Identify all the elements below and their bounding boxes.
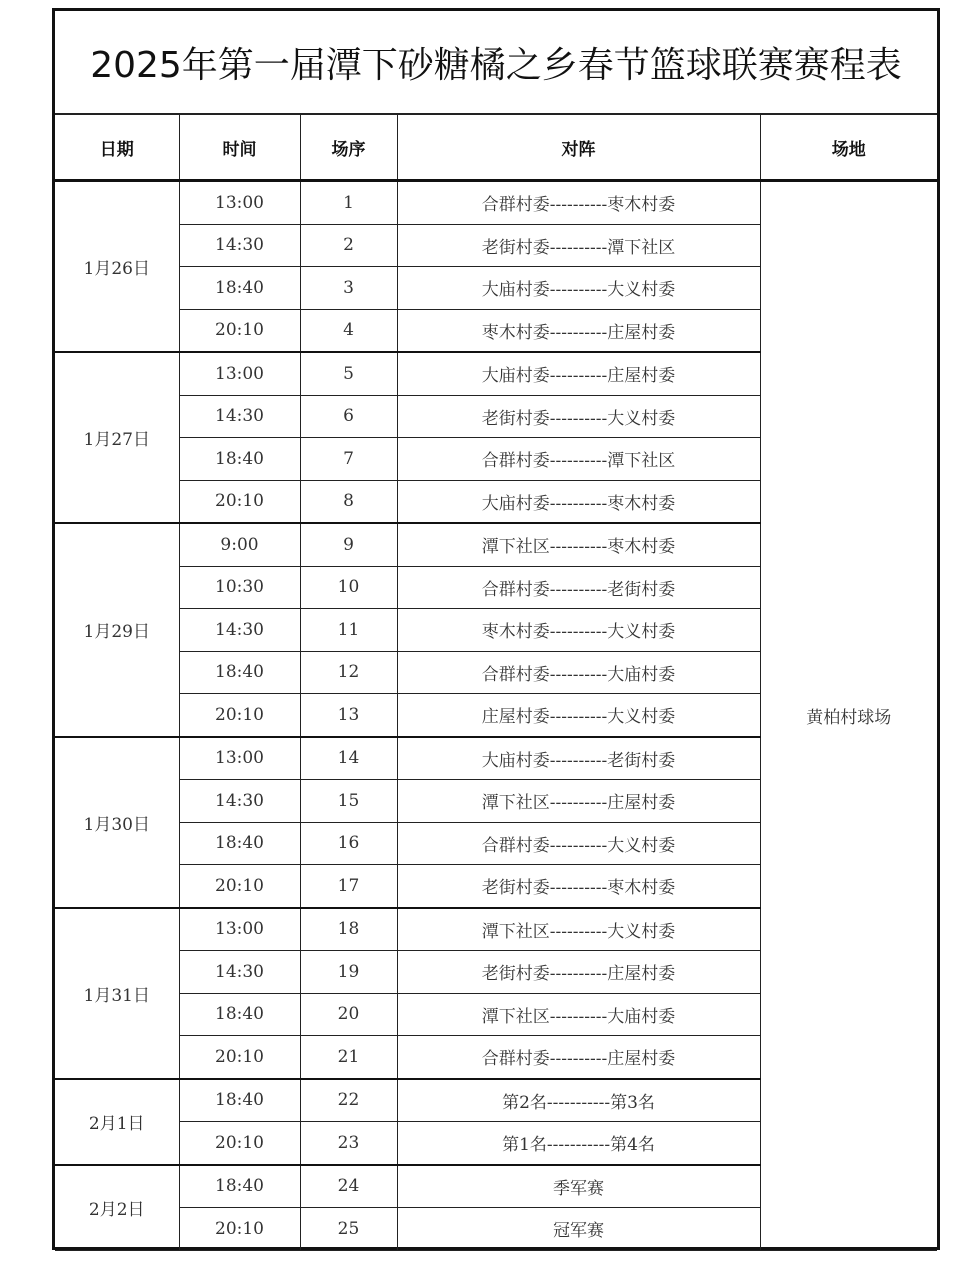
matchup-cell: 大庙村委----------枣木村委	[397, 480, 760, 523]
order-cell: 13	[300, 694, 397, 737]
order-cell: 21	[300, 1036, 397, 1079]
order-cell: 1	[300, 181, 397, 225]
header-venue: 场地	[760, 115, 937, 181]
time-cell: 20:10	[179, 1036, 300, 1079]
matchup-cell: 潭下社区----------枣木村委	[397, 523, 760, 566]
order-cell: 10	[300, 566, 397, 609]
order-cell: 12	[300, 651, 397, 694]
page-title: 2025年第一届潭下砂糖橘之乡春节篮球联赛赛程表	[55, 11, 937, 115]
date-cell: 1月27日	[55, 352, 179, 523]
matchup-cell: 合群村委----------庄屋村委	[397, 1036, 760, 1079]
time-cell: 20:10	[179, 694, 300, 737]
header-time: 时间	[179, 115, 300, 181]
time-cell: 18:40	[179, 822, 300, 865]
time-cell: 18:40	[179, 438, 300, 481]
order-cell: 20	[300, 993, 397, 1036]
time-cell: 9:00	[179, 523, 300, 566]
table-row	[55, 181, 937, 225]
schedule-sheet	[52, 8, 940, 1250]
order-cell: 15	[300, 780, 397, 823]
time-cell: 20:10	[179, 865, 300, 908]
time-cell: 13:00	[179, 908, 300, 951]
order-cell: 19	[300, 951, 397, 994]
order-cell: 18	[300, 908, 397, 951]
order-cell: 24	[300, 1165, 397, 1208]
matchup-cell: 合群村委----------大义村委	[397, 822, 760, 865]
date-cell: 2月2日	[55, 1165, 179, 1251]
matchup-cell: 冠军赛	[397, 1208, 760, 1251]
matchup-cell: 第2名-----------第3名	[397, 1079, 760, 1122]
matchup-cell: 合群村委----------老街村委	[397, 566, 760, 609]
order-cell: 11	[300, 609, 397, 652]
matchup-cell: 合群村委----------枣木村委	[397, 181, 760, 225]
time-cell: 20:10	[179, 480, 300, 523]
matchup-cell: 老街村委----------庄屋村委	[397, 951, 760, 994]
time-cell: 20:10	[179, 1122, 300, 1165]
time-cell: 20:10	[179, 309, 300, 352]
time-cell: 20:10	[179, 1208, 300, 1251]
matchup-cell: 大庙村委----------庄屋村委	[397, 352, 760, 395]
order-cell: 22	[300, 1079, 397, 1122]
matchup-cell: 潭下社区----------庄屋村委	[397, 780, 760, 823]
date-cell: 1月31日	[55, 908, 179, 1079]
order-cell: 4	[300, 309, 397, 352]
order-cell: 17	[300, 865, 397, 908]
header-date: 日期	[55, 115, 179, 181]
order-cell: 7	[300, 438, 397, 481]
matchup-cell: 老街村委----------潭下社区	[397, 224, 760, 267]
time-cell: 13:00	[179, 352, 300, 395]
schedule-table	[55, 115, 937, 1251]
header-order: 场序	[300, 115, 397, 181]
time-cell: 14:30	[179, 951, 300, 994]
date-cell: 1月30日	[55, 737, 179, 908]
order-cell: 9	[300, 523, 397, 566]
time-cell: 13:00	[179, 181, 300, 225]
matchup-cell: 合群村委----------大庙村委	[397, 651, 760, 694]
time-cell: 18:40	[179, 1165, 300, 1208]
matchup-cell: 潭下社区----------大义村委	[397, 908, 760, 951]
date-cell: 2月1日	[55, 1079, 179, 1165]
matchup-cell: 枣木村委----------大义村委	[397, 609, 760, 652]
matchup-cell: 大庙村委----------大义村委	[397, 267, 760, 310]
matchup-cell: 大庙村委----------老街村委	[397, 737, 760, 780]
matchup-cell: 潭下社区----------大庙村委	[397, 993, 760, 1036]
matchup-cell: 枣木村委----------庄屋村委	[397, 309, 760, 352]
order-cell: 5	[300, 352, 397, 395]
table-header-row	[55, 115, 937, 181]
matchup-cell: 合群村委----------潭下社区	[397, 438, 760, 481]
order-cell: 23	[300, 1122, 397, 1165]
time-cell: 14:30	[179, 609, 300, 652]
matchup-cell: 第1名-----------第4名	[397, 1122, 760, 1165]
time-cell: 14:30	[179, 395, 300, 438]
time-cell: 14:30	[179, 224, 300, 267]
date-cell: 1月26日	[55, 181, 179, 353]
time-cell: 13:00	[179, 737, 300, 780]
order-cell: 3	[300, 267, 397, 310]
time-cell: 14:30	[179, 780, 300, 823]
matchup-cell: 老街村委----------枣木村委	[397, 865, 760, 908]
order-cell: 2	[300, 224, 397, 267]
time-cell: 18:40	[179, 993, 300, 1036]
time-cell: 10:30	[179, 566, 300, 609]
venue-cell: 黄柏村球场	[760, 181, 937, 1251]
order-cell: 14	[300, 737, 397, 780]
matchup-cell: 老街村委----------大义村委	[397, 395, 760, 438]
header-matchup: 对阵	[397, 115, 760, 181]
order-cell: 16	[300, 822, 397, 865]
order-cell: 25	[300, 1208, 397, 1251]
matchup-cell: 庄屋村委----------大义村委	[397, 694, 760, 737]
time-cell: 18:40	[179, 651, 300, 694]
date-cell: 1月29日	[55, 523, 179, 737]
order-cell: 6	[300, 395, 397, 438]
matchup-cell: 季军赛	[397, 1165, 760, 1208]
time-cell: 18:40	[179, 267, 300, 310]
time-cell: 18:40	[179, 1079, 300, 1122]
order-cell: 8	[300, 480, 397, 523]
